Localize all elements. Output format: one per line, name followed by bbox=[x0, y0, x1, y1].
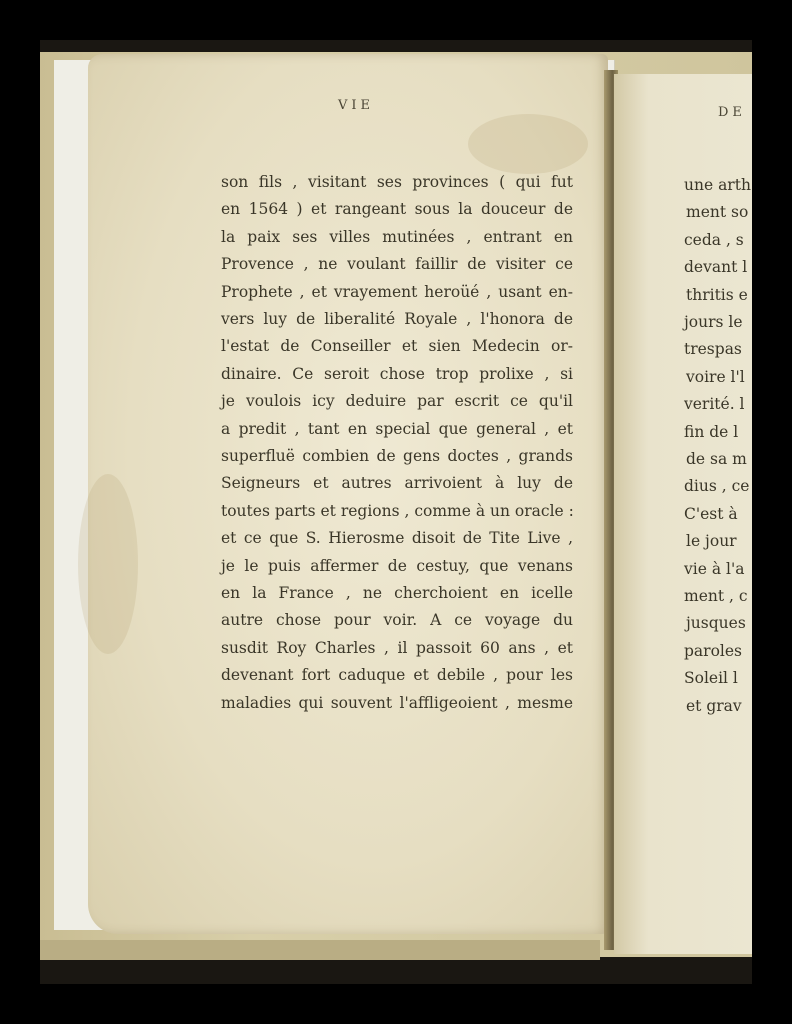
right-text-line: voire l'l bbox=[686, 367, 745, 386]
left-text-line: Prophete , et vrayement heroüé , usant en- bbox=[221, 282, 573, 301]
left-text-line: devenant fort caduque et debile , pour les bbox=[221, 666, 573, 685]
left-text-line: la paix ses villes mutinées , entrant en bbox=[221, 227, 573, 246]
right-text-line: paroles bbox=[684, 641, 742, 660]
left-text-line: autre chose pour voir. A ce voyage du bbox=[221, 611, 573, 630]
left-text-line: vers luy de liberalité Royale , l'honora de bbox=[221, 310, 573, 328]
left-text-line: et ce que S. Hierosme disoit de Tite Live , bbox=[221, 529, 573, 548]
left-text-line: en 1564 ) et rangeant sous la douceur de bbox=[221, 200, 573, 219]
right-text-line: de sa m bbox=[686, 450, 747, 468]
cover-edge bbox=[40, 940, 600, 960]
right-text-line: thritis e bbox=[686, 285, 748, 304]
left-text-line: superfluë combien de gens doctes , grands bbox=[221, 447, 573, 465]
right-text-line: ment so bbox=[686, 203, 749, 222]
right-text-line: C'est à bbox=[684, 504, 738, 523]
left-text-line: a predit , tant en special que general , et bbox=[221, 419, 573, 438]
right-text-line: verité. l bbox=[684, 395, 745, 414]
right-text-line: dius , ce bbox=[684, 477, 750, 496]
right-text-line: devant l bbox=[684, 258, 748, 277]
right-text-line: ceda , s bbox=[684, 230, 744, 249]
right-text-line: ment , c bbox=[684, 587, 748, 605]
left-text-line: Provence , ne voulant faillir de visiter ce bbox=[221, 255, 573, 274]
right-page-header: DE bbox=[718, 105, 746, 120]
left-page-header: VIE bbox=[338, 98, 375, 113]
right-text-line: trespas bbox=[684, 340, 742, 359]
left-text-line: Seigneurs et autres arrivoient à luy de bbox=[221, 474, 573, 493]
right-text-line: jusques bbox=[686, 614, 746, 633]
left-text-line: en la France , ne cherchoient en icelle bbox=[221, 584, 573, 602]
right-text-line: jours le bbox=[684, 313, 743, 331]
left-text-line: susdit Roy Charles , il passoit 60 ans , et bbox=[221, 638, 573, 657]
right-page-text bbox=[682, 0, 752, 1024]
left-text-line: son fils , visitant ses provinces ( qui fut bbox=[221, 173, 573, 191]
left-text-line: je le puis affermer de cestuy, que venans bbox=[221, 556, 573, 575]
right-text-line: et grav bbox=[686, 696, 742, 715]
right-text-line: fin de l bbox=[684, 422, 739, 441]
right-text-line: Soleil l bbox=[684, 669, 738, 688]
right-text-line: le jour bbox=[686, 532, 737, 551]
left-text-line: toutes parts et regions , comme à un oracle : bbox=[221, 501, 574, 520]
left-text-line: l'estat de Conseiller et sien Medecin or- bbox=[221, 337, 573, 356]
left-text-line: je voulois icy deduire par escrit ce qu'il bbox=[221, 392, 573, 411]
right-text-line: vie à l'a bbox=[684, 559, 745, 578]
left-text-line: maladies qui souvent l'affligeoient , mesme bbox=[221, 693, 573, 712]
left-text-line: dinaire. Ce seroit chose trop prolixe , si bbox=[221, 364, 573, 383]
right-text-line: une arth bbox=[684, 176, 751, 194]
